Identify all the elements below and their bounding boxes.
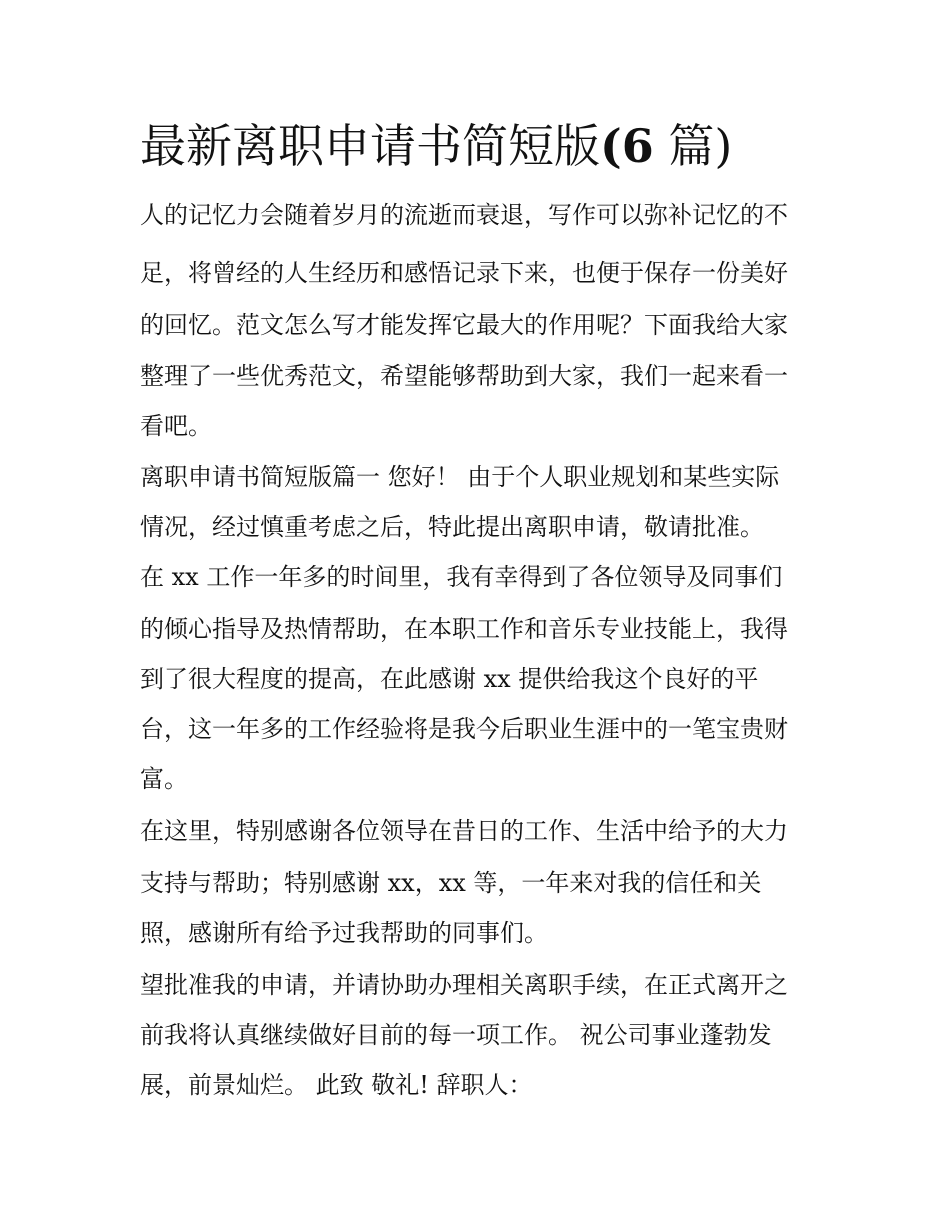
body-line: 到了很大程度的提高，在此感谢 xx 提供给我这个良好的平	[140, 665, 759, 693]
body-line: 离职申请书简短版篇一 您好！ 由于个人职业规划和某些实际	[140, 463, 780, 491]
body-line: 的倾心指导及热情帮助，在本职工作和音乐专业技能上，我得	[140, 615, 788, 643]
body-line: 前我将认真继续做好目前的每一项工作。 祝公司事业蓬勃发	[140, 1021, 772, 1049]
body-line: 台，这一年多的工作经验将是我今后职业生涯中的一笔宝贵财	[140, 715, 788, 743]
body-line: 足，将曾经的人生经历和感悟记录下来，也便于保存一份美好	[140, 259, 788, 287]
body-line: 人的记忆力会随着岁月的流逝而衰退，写作可以弥补记忆的不	[140, 201, 788, 229]
body-line: 情况，经过慎重考虑之后，特此提出离职申请，敬请批准。	[140, 513, 764, 541]
body-line: 看吧。	[140, 412, 212, 440]
body-line: 在 xx 工作一年多的时间里，我有幸得到了各位领导及同事们	[140, 563, 783, 591]
body-line: 展，前景灿烂。 此致 敬礼! 辞职人：	[140, 1071, 533, 1099]
page-title	[140, 116, 732, 176]
title-count: (6	[600, 119, 654, 173]
title-tail: 篇)	[668, 119, 733, 173]
body-line: 望批准我的申请，并请协助办理相关离职手续，在正式离开之	[140, 971, 788, 999]
body-line: 富。	[140, 765, 188, 793]
title-text: 最新离职申请书简短版	[140, 119, 600, 173]
body-line: 整理了一些优秀范文，希望能够帮助到大家，我们一起来看一	[140, 362, 788, 390]
body-line: 照，感谢所有给予过我帮助的同事们。	[140, 919, 548, 947]
body-line: 支持与帮助；特别感谢 xx，xx 等，一年来对我的信任和关	[140, 869, 762, 897]
body-line: 的回忆。范文怎么写才能发挥它最大的作用呢？下面我给大家	[140, 311, 788, 339]
body-line: 在这里，特别感谢各位领导在昔日的工作、生活中给予的大力	[140, 817, 788, 845]
